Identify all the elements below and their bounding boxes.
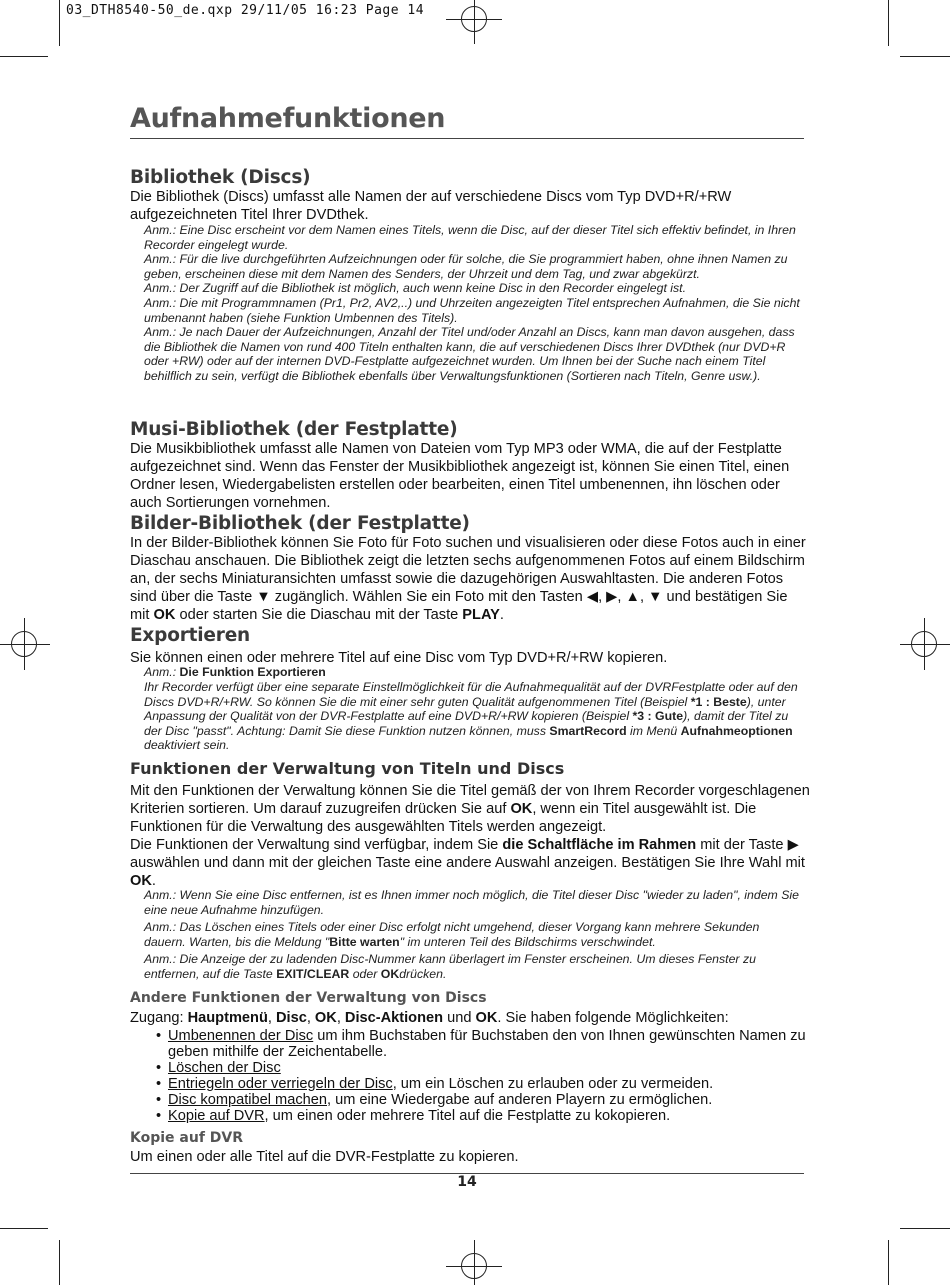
note-text: Anm.: Die Anzeige der zu ladenden Disc-Nummer kann überlagert im Fenster erscheinen. Um dieses Fenster zu entfernen, auf die Taste xyxy=(144,952,756,981)
crop-mark xyxy=(888,1240,889,1285)
page-title: Aufnahmefunktionen xyxy=(130,100,804,139)
section-heading-exportieren: Exportieren xyxy=(130,625,251,646)
print-slug: 03_DTH8540-50_de.qxp 29/11/05 16:23 Page 14 xyxy=(66,3,425,18)
note-bold: EXIT/CLEAR xyxy=(276,966,350,981)
ok-key: OK xyxy=(130,873,152,889)
list-item-text: um ihm Buchstaben für Buchstaben den von Ihnen gewünschten Namen zu geben mithilfe der Zeichentabelle. xyxy=(168,1028,806,1060)
menu-key: Disc-Aktionen xyxy=(344,1010,444,1026)
list-item xyxy=(156,1076,806,1092)
crop-mark xyxy=(59,0,60,46)
separator: , xyxy=(336,1010,345,1026)
list-item-text: , um einen oder mehrere Titel auf die Festplatte zu kokopieren. xyxy=(264,1108,671,1124)
play-key: PLAY xyxy=(462,607,500,623)
menu-key: Disc xyxy=(275,1010,307,1026)
registration-line xyxy=(0,644,50,645)
page-number: 14 xyxy=(457,1174,477,1190)
section-body-bibliothek: Die Bibliothek (Discs) umfasst alle Namen der auf verschiedene Discs vom Typ DVD+R/+RW aufgezeichneten Titel Ihrer DVDthek. xyxy=(130,189,732,223)
note-verwaltung-3 xyxy=(144,952,804,981)
section-body-verwaltung-2 xyxy=(130,836,810,890)
crop-mark xyxy=(0,1228,48,1229)
ok-key: OK xyxy=(153,607,176,623)
list-item-link[interactable]: Kopie auf DVR xyxy=(168,1108,265,1124)
note-bold: Bitte warten xyxy=(329,934,400,949)
note-prefix: Anm.: xyxy=(144,665,180,679)
separator: , xyxy=(267,1010,276,1026)
registration-line xyxy=(924,618,925,670)
body-text: , wenn ein Titel ausgewählt ist. Die Funktionen für die Verwaltung des ausgewählten Titels werden angezeigt. xyxy=(130,801,757,835)
note-verwaltung-2 xyxy=(144,920,804,949)
list-item-link[interactable]: Löschen der Disc xyxy=(168,1060,281,1076)
disc-functions-list xyxy=(156,1028,806,1124)
list-item xyxy=(156,1028,806,1060)
crop-mark xyxy=(59,1240,60,1285)
note-text: drücken. xyxy=(399,966,447,981)
note-text: deaktiviert sein. xyxy=(144,738,230,753)
body-text: Die Funktionen der Verwaltung sind verfügbar, indem Sie xyxy=(130,837,503,853)
section-heading-andere-funktionen: Andere Funktionen der Verwaltung von Discs xyxy=(130,990,487,1006)
body-text: Mit den Funktionen der Verwaltung können Sie die Titel gemäß der von Ihrem Recorder vorgeschlagenen Kriterien sortieren. Um darauf zuzugreifen drücken Sie auf xyxy=(130,783,810,817)
note-verwaltung-1: Anm.: Wenn Sie eine Disc entfernen, ist es Ihnen immer noch möglich, die Titel dieser Disc "wieder zu laden", indem Sie eine neue Aufnahme hinzufügen. xyxy=(144,888,799,917)
body-text: . xyxy=(151,873,156,889)
registration-line xyxy=(900,644,950,645)
note-exportieren-title xyxy=(144,665,804,680)
menu-key: Hauptmenü xyxy=(187,1010,268,1026)
separator: , xyxy=(306,1010,315,1026)
access-path xyxy=(130,1009,810,1027)
section-body-exportieren: Sie können einen oder mehrere Titel auf eine Disc vom Typ DVD+R/+RW kopieren. xyxy=(130,650,668,666)
crop-mark xyxy=(900,56,950,57)
section-heading-musikbibliothek: Musi-Bibliothek (der Festplatte) xyxy=(130,419,458,440)
note-text: " im unteren Teil des Bildschirms verschwindet. xyxy=(399,934,656,949)
note-exportieren-body xyxy=(144,680,804,753)
note-text: ), damit der Titel zu der Disc "passt". Achtung: Damit Sie diese Funktion nutzen können, muss xyxy=(144,709,789,738)
note-text: Anm.: Das Löschen eines Titels oder einer Disc erfolgt nicht umgehend, dieser Vorgang kann mehrere Sekunden dauern. Warten, bis die Meldung " xyxy=(144,920,760,949)
list-item-link[interactable]: Disc kompatibel machen xyxy=(168,1092,327,1108)
bold-text: die Schaltfläche im Rahmen xyxy=(502,837,697,853)
menu-key: OK xyxy=(314,1010,337,1026)
access-prefix: Zugang: xyxy=(130,1010,188,1026)
note-text: Ihr Recorder verfügt über eine separate Einstellmöglichkeit für die Aufnahmequalität auf der DVRFestplatte oder auf den Discs DVD+R/+RW. So können Sie die mit einer sehr guten Qualität aufgenommenen Titel (Beispiel xyxy=(144,680,798,709)
list-item-text: , um ein Löschen zu erlauben oder zu vermeiden. xyxy=(392,1076,714,1092)
section-heading-verwaltung: Funktionen der Verwaltung von Titeln und Discs xyxy=(130,759,565,778)
section-body-kopie-auf-dvr: Um einen oder alle Titel auf die DVR-Festplatte zu kopieren. xyxy=(130,1149,519,1165)
ok-key: OK xyxy=(510,801,533,817)
section-heading-bibliothek: Bibliothek (Discs) xyxy=(130,167,311,188)
note-bold: *3 : Gute xyxy=(632,709,684,724)
note-bold: Aufnahmeoptionen xyxy=(680,723,793,738)
section-heading-bilderbibliothek: Bilder-Bibliothek (der Festplatte) xyxy=(130,513,470,534)
registration-line xyxy=(474,0,475,44)
section-body-verwaltung-1 xyxy=(130,782,810,836)
crop-mark xyxy=(900,1228,950,1229)
note-title: Die Funktion Exportieren xyxy=(179,665,326,679)
registration-line xyxy=(474,1240,475,1285)
note-text: im Menü xyxy=(626,723,681,738)
access-suffix: . Sie haben folgende Möglichkeiten: xyxy=(497,1010,729,1026)
note-text: ), unter Anpassung der Qualität von der DVR-Festplatte auf eine DVD+R/+RW kopieren (Beispiel xyxy=(144,694,786,724)
list-item xyxy=(156,1108,806,1124)
note-text: oder xyxy=(349,966,381,981)
note-bold: OK xyxy=(380,966,400,981)
registration-line xyxy=(24,618,25,670)
crop-mark xyxy=(888,0,889,46)
section-body-musikbibliothek: Die Musikbibliothek umfasst alle Namen von Dateien vom Typ MP3 oder WMA, die auf der Festplatte aufgezeichnet sind. Wenn das Fenster der Musikbibliothek angezeigt ist, können Sie einen Titel, einen Ordner lesen, Wiedergabelisten erstellen oder bearbeiten, einen Titel umbenennen, ihn löschen oder auch Sortierungen vornehmen. xyxy=(130,441,790,511)
list-item-link[interactable]: Entriegeln oder verriegeln der Disc xyxy=(168,1076,393,1092)
list-item xyxy=(156,1092,806,1108)
body-text: oder starten Sie die Diaschau mit der Taste xyxy=(175,607,463,623)
list-item-text: , um eine Wiedergabe auf anderen Playern zu ermöglichen. xyxy=(326,1092,713,1108)
registration-line xyxy=(446,19,502,20)
notes-bibliothek: Anm.: Eine Disc erscheint vor dem Namen eines Titels, wenn die Disc, auf der dieser Titel sich effektiv befindet, in Ihren Recorder eingelegt wurde. Anm.: Für die live durchgeführten Aufzeichnungen oder für solche, die Sie programmiert haben, ohne ihnen Namen zu geben, erscheinen diese mit dem Namen des Senders, der Uhrzeit und dem Tag, und zwar abgekürzt. Anm.: Der Zugriff auf die Bibliothek ist möglich, auch wenn keine Disc in den Recorder eingelegt ist. Anm.: Die mit Programmnamen (Pr1, Pr2, AV2,..) und Uhrzeiten angezeigten Titel entsprechen Aufnahmen, die Sie nicht umbenannt haben (siehe Funktion Umbennen des Titels). Anm.: Je nach Dauer der Aufzeichnungen, Anzahl der Titel und/oder Anzahl an Discs, kann man davon ausgehen, dass die Bibliothek die Namen von rund 400 Titeln enthalten kann, die auf verschiedenen Discs Ihrer DVDthek (nur DVD+R oder +RW) oder auf der internen DVD-Festplatte aufgezeichnet wurden. Um Ihnen bei der Suche nach einem Titel behilflich zu sein, verfügt die Bibliothek ebenfalls über Verwaltungsfunktionen (Sortieren nach Titeln, Genre usw.). xyxy=(144,223,800,383)
registration-line xyxy=(446,1266,502,1267)
menu-key: OK xyxy=(475,1010,498,1026)
list-item xyxy=(156,1060,806,1076)
body-text: In der Bilder-Bibliothek können Sie Foto für Foto suchen und visualisieren oder diese Fotos auch in einer Diaschau anschauen. Die Bibliothek zeigt die letzten sechs aufgenommenen Fotos auf einem Bildschirm an, der sechs Miniaturansichten umfasst sowie die dazugehörigen Auswahltasten. Die anderen Fotos sind über die Taste ▼ zugänglich. Wählen Sie ein Foto mit den Tasten ◀, ▶, ▲, ▼ und bestätigen Sie mit xyxy=(130,535,806,623)
crop-mark xyxy=(0,56,48,57)
body-text: mit der Taste ▶ auswählen und dann mit der gleichen Taste eine andere Auswahl anzeigen. Bestätigen Sie Ihre Wahl mit xyxy=(130,837,805,871)
list-item-link[interactable]: Umbenennen der Disc xyxy=(168,1028,314,1044)
note-bold: SmartRecord xyxy=(549,723,627,738)
body-text: . xyxy=(499,607,504,623)
separator: und xyxy=(443,1010,476,1026)
section-heading-kopie-auf-dvr: Kopie auf DVR xyxy=(130,1130,244,1146)
note-bold: *1 : Beste xyxy=(690,694,747,709)
section-body-bilderbibliothek xyxy=(130,534,810,624)
